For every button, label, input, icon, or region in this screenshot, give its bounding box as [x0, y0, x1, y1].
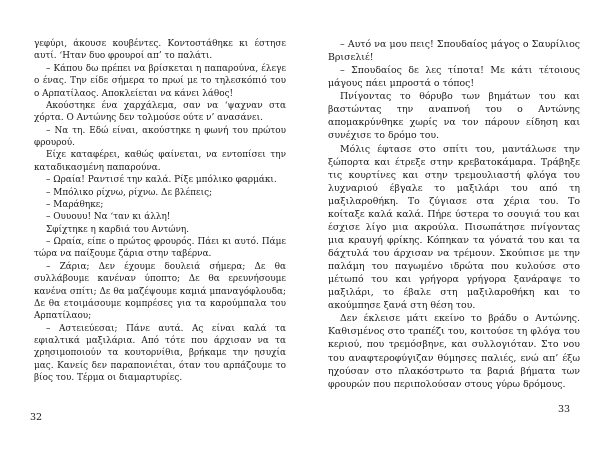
left-paragraph: – Ζάρια; Δεν έχουμε δουλειά σήμερα; Δε θα συλλάβουμε κανέναν ύποπτο; Δε θα ερευνήσουμε κανένα σπίτι; Δε θα μαζέψουμε καμιά μπαναγόφλουδα; Δε θα ετοιμάσουμε κομπρέσες για τα καρούμπαλα του Αρπατίλαου; — [34, 261, 286, 322]
left-page-number: 32 — [30, 412, 43, 423]
left-paragraph: γεφύρι, άκουσε κουβέντες. Κοντοστάθηκε κι έστησε αυτί. ‘Ηταν δυο φρουροί απ’ το παλάτι. — [34, 39, 286, 62]
left-paragraph: – Μπόλικο ρίχνω, ρίχνω. Δε βλέπεις; — [46, 187, 213, 198]
left-paragraph: – Ωραία, είπε ο πρώτος φρουρός. Πάει κι αυτό. Πάμε τώρα να παίξουμε ζάρια στην ταβέρνα. — [34, 237, 286, 260]
left-paragraph: – Ουυουυ! Να ‘ταν κι άλλη! — [46, 212, 171, 223]
right-paragraph: Πνίγοντας το θόρυβο των βημάτων του και βαστώντας την αναπνοή του ο Αντώνης απομακρύνθηκε χωρίς να τον πάρουν είδηση και συνέχισε το δρόμο του. — [328, 91, 580, 142]
left-paragraph: Είχε καταφέρει, καθώς φαίνεται, να εντοπίσει την καταδικασμένη παπαρούνα. — [34, 150, 286, 173]
right-paragraph: Δεν έκλεισε μάτι εκείνο το βράδυ ο Αντώνης. Καθισμένος στο τραπέζι του, κοιτούσε τη φλόγα του κεριού, που τρεμόσβηνε, και συλλογιόταν. Στο νου του αναφτεροφύγιζαν θύμησες παλιές, ενώ απ’ έξω ηχούσαν στο πλακόστρωτο τα βαριά βήματα των φρουρών που περιπολούσαν στους γύρω δρόμους. — [328, 313, 580, 390]
left-paragraph: – Αστειεύεσαι; Πάνε αυτά. Ας είναι καλά τα εφιαλτικά μαξιλάρια. Από τότε που άρχισαν να τα χρησιμοποιούν τα κουτορνίθια, βρήκαμε την ησυχία μας. Κανείς δεν παραπονιέται, όταν του αρπάζουμε το βίος του. Τέρμα οι διαμαρτυρίες. — [34, 323, 286, 384]
right-paragraph: – Σπουδαίος δε λες τίποτα! Με κάτι τέτοιους μάγους πάει μπροστά ο τόπος! — [328, 65, 580, 90]
left-paragraph: – Ωραία! Ραντισέ την καλά. Ρίξε μπόλικο φαρμάκι. — [46, 175, 277, 186]
left-page — [34, 38, 286, 385]
right-paragraph: Μόλις έφτασε στο σπίτι του, μαντάλωσε την ξώπορτα και έτρεξε στην κρεβατοκάμαρα. Τράβηξε τις κουρτίνες και στην τρεμουλιαστή φλόγα του λυχναριού έβγαλε το μαξιλάρι του από τη μαξιλαροθήκη. Το ζύγιασε στα χέρια του. Το κοίταξε καλά καλά. Πήρε ύστερα το σουγιά του και έσχισε λίγο μια ακρούλα. Πισωπάτησε πνίγοντας μια κραυγή φρίκης. Κόπηκαν τα γόνατά του και τα δάχτυλά του άρχισαν να τρέμουν. Σκούπισε με την παλάμη του παγωμένο ιδρώτα που κυλούσε στο μέτωπό του και γρήγορα γρήγορα ξανάραψε το μαξιλάρι, το έβαλε στη μαξιλαροθήκη και το ακούμπησε ξανά στη θέση του. — [328, 143, 580, 312]
right-page — [328, 38, 580, 391]
left-paragraph: – Να τη. Εδώ είναι, ακούστηκε η φωνή του πρώτου φρουρού. — [34, 125, 286, 148]
left-paragraph: Ακούστηκε ένα χαρχάλεμα, σαν να ‘ψαχναν στα χόρτα. Ο Αντώνης δεν τολμούσε ούτε ν’ ανασάνει. — [34, 100, 286, 124]
right-paragraph: – Αυτό να μου πεις! Σπουδαίος μάγος ο Σαυρίλιος Βρισελιέ! — [328, 39, 580, 64]
left-paragraph: – Κάπου δω πρέπει να βρίσκεται η παπαρούνα, έλεγε ο ένας. Την είδε σήμερα το πρωί με το τηλεσκόπιό του ο Αρπατίλαος. Αποκλείεται να κάνει λάθος! — [34, 63, 286, 99]
left-paragraph: Σφίχτηκε η καρδιά του Αντώνη. — [46, 224, 190, 235]
right-page-number: 33 — [558, 404, 571, 415]
left-paragraph: – Μαράθηκε; — [46, 199, 104, 210]
